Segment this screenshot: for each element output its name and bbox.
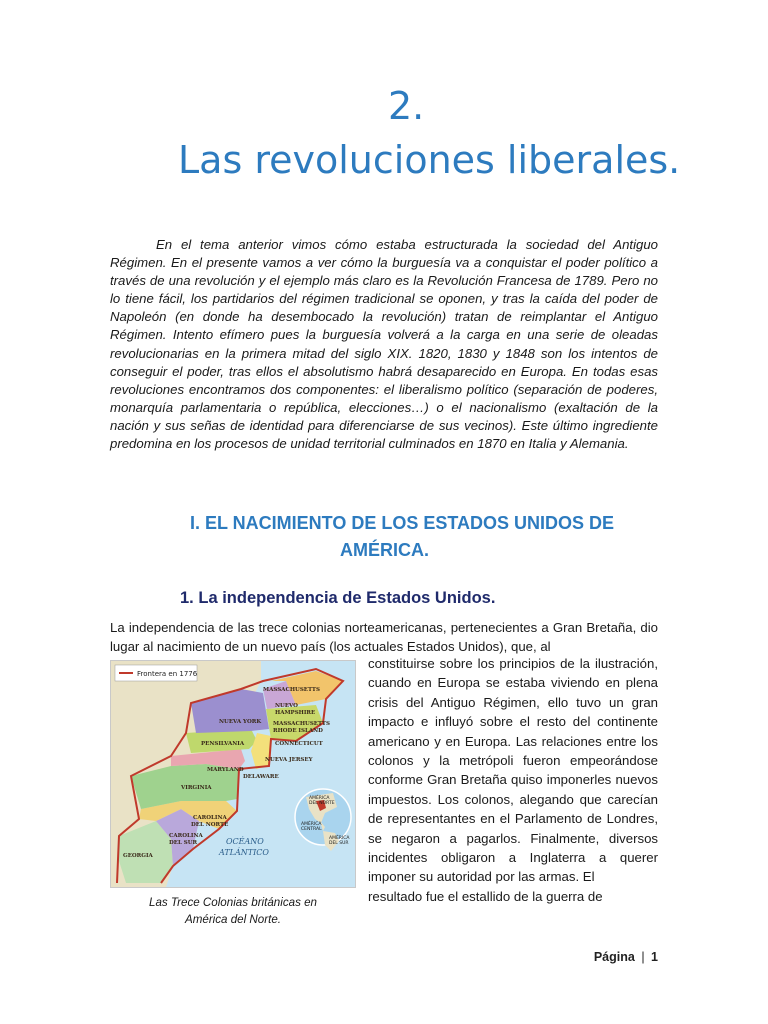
inset-globe [295,789,351,851]
intro-paragraph [110,236,658,453]
section-heading [190,510,660,564]
page-label: Página [593,950,635,964]
body-paragraph-right-column [368,654,658,906]
label-america-sur-2: DEL SUR [329,841,349,846]
subsection-title: La independencia de Estados Unidos. [198,589,496,607]
label-carolina-sur-1: CAROLINA [169,833,203,839]
label-america-norte-1: AMÉRICA [309,796,330,801]
map-caption-line1: Las Trece Colonias británicas en [149,896,317,909]
label-oceano: OCÉANO [226,837,264,846]
label-nueva-york: NUEVA YORK [219,719,262,725]
subsection-heading [180,589,495,608]
label-carolina-sur-2: DEL SUR [169,840,198,846]
page-separator: | [641,950,645,964]
page-number: 1 [651,950,658,964]
section-heading-line2: AMÉRICA. [340,540,429,560]
label-maryland: MARYLAND [207,767,244,773]
thirteen-colonies-map [110,660,356,888]
map-caption [110,894,356,928]
body-right-last-line: resultado fue el estallido de la guerra de [368,888,603,904]
label-america-central-2: CENTRAL [301,827,322,832]
label-pensilvania: PENSILVANIA [201,741,245,747]
subsection-number: 1. [180,589,194,607]
label-nuevo: NUEVO [275,703,298,709]
page-footer [594,950,658,964]
label-rhode-island: RHODE ISLAND [273,728,323,734]
label-carolina-norte-2: DEL NORTE [191,822,229,828]
label-america-sur-1: AMÉRICA [329,836,350,841]
label-massachusetts: MASSACHUSETTS [263,687,320,693]
label-hampshire: HAMPSHIRE [275,710,316,716]
label-connecticut: CONNECTICUT [275,741,323,747]
label-carolina-norte-1: CAROLINA [193,815,227,821]
label-georgia: GEORGIA [123,853,153,859]
label-delaware: DELAWARE [243,774,279,780]
intro-text: En el tema anterior vimos cómo estaba estructurada la sociedad del Antiguo Régimen. En el presente vamos a ver cómo la burguesía va a conquistar el poder político a través de una revolución y el ejemplo más claro es la Revolución Francesa de 1789. Pero no lo tiene fácil, los partidarios del régimen tradicional se oponen, y tras la caída del poder de Napoleón (en donde ha desembocado la revolución) tratan de reimplantar el Antiguo Régimen. Intento efímero pues la burguesía volverá a la carga en una serie de oleadas revolucionarias en la primera mitad del siglo XIX. 1820, 1830 y 1848 son los intentos de conseguir el poder, tras ellos el absolutismo habrá desaparecido en Europa. En todas esas revoluciones encontramos dos componentes: el liberalismo político (separación de poderes, monarquía parlamentaria o república, elecciones…) o el nacionalismo (exaltación de la nación y sus señas de identidad para diferenciarse de sus vecinos). Este último ingrediente predomina en los procesos de unidad territorial culminados en 1870 en Italia y Alemania. [110,237,658,452]
body-right-text: constituirse sobre los principios de la ilustración, cuando en Europa se estaba viviendo en plena crisis del Antiguo Régimen, ello tuvo un gran impacto e influyó sobre el resto del continente americano y en Europa. Las relaciones entre los colonos y la metrópoli fueron empeorándose conforme Gran Bretaña quiso imponerles nuevos impuestos. Los colonos, alegando que carecían de representantes en el Parlamento de Londres, se negaron a pagarlos. Finalmente, diversos incidentes obligaron a Inglaterra a querer imponer su autoridad por las armas. El [368,656,658,885]
body-paragraph-top: La independencia de las trece colonias norteamericanas, pertenecientes a Gran Bretaña, dio lugar al nacimiento de un nuevo país (los actuales Estados Unidos), que, al [110,620,658,655]
label-america-norte-2: DEL NORTE [309,801,335,806]
map-caption-line2: América del Norte. [184,913,281,926]
label-america-central-1: AMÉRICA [301,822,322,827]
map-svg [111,661,355,887]
label-virginia: VIRGINIA [181,785,212,791]
label-nueva-jersey: NUEVA JERSEY [265,757,313,763]
label-atlantico: ATLÁNTICO [219,848,269,857]
section-heading-line1: I. EL NACIMIENTO DE LOS ESTADOS UNIDOS DE [190,513,615,533]
chapter-number: 2. [388,84,425,128]
chapter-title: Las revoluciones liberales. [178,138,681,182]
legend-label: Frontera en 1776 [137,670,198,678]
label-massachusetts-2: MASSACHUSETTS [273,721,330,727]
